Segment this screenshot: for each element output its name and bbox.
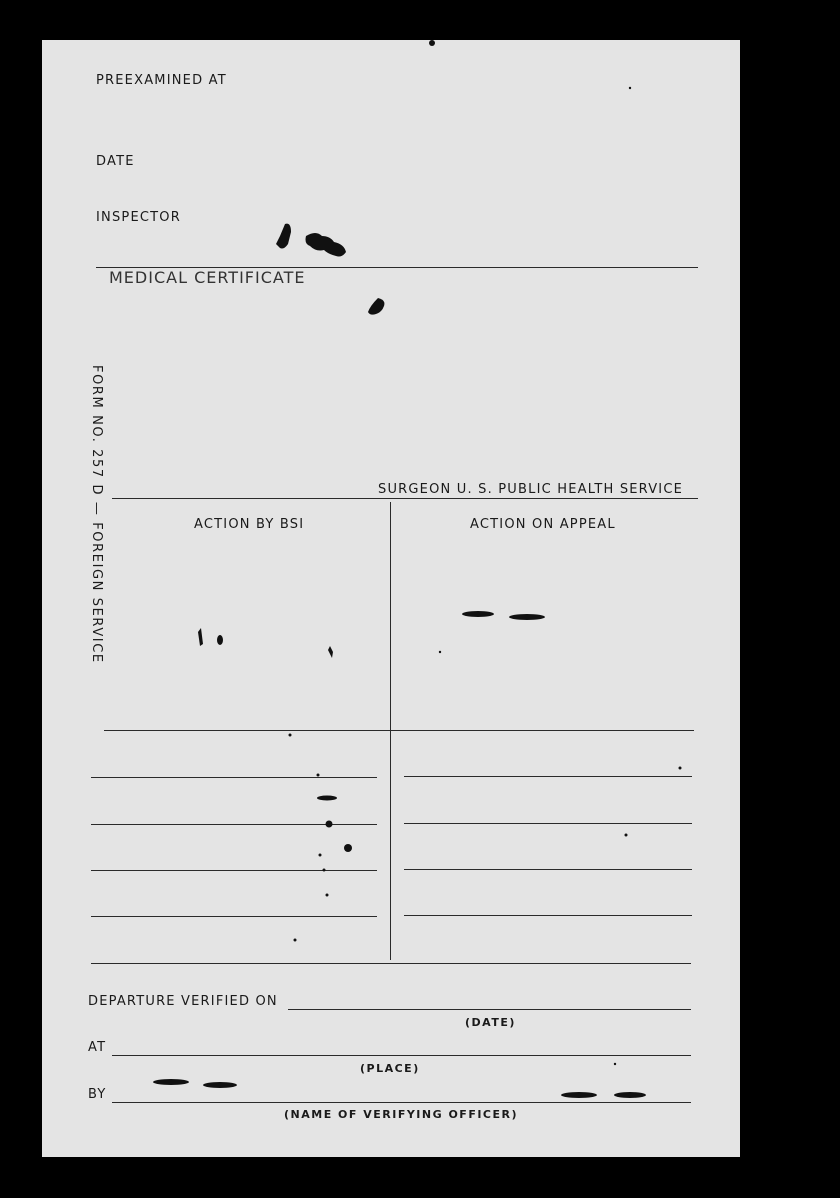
- surgeon-label: SURGEON U. S. PUBLIC HEALTH SERVICE: [378, 482, 684, 497]
- by-label: BY: [88, 1087, 107, 1102]
- action-appeal-label: ACTION ON APPEAL: [470, 517, 616, 532]
- preexamined-label: PREEXAMINED AT: [96, 73, 227, 88]
- inspector-label: INSPECTOR: [96, 210, 181, 225]
- place-caption: (PLACE): [360, 1062, 420, 1075]
- at-label: AT: [88, 1040, 107, 1055]
- certificate-title: MEDICAL CERTIFICATE: [109, 268, 306, 287]
- date-caption: (DATE): [465, 1016, 516, 1029]
- form-number: FORM NO. 257 D — FOREIGN SERVICE: [89, 365, 104, 664]
- departure-label: DEPARTURE VERIFIED ON: [88, 994, 278, 1009]
- action-bsi-label: ACTION BY BSI: [194, 517, 305, 532]
- date-label: DATE: [96, 154, 135, 169]
- officer-caption: (NAME OF VERIFYING OFFICER): [284, 1108, 519, 1121]
